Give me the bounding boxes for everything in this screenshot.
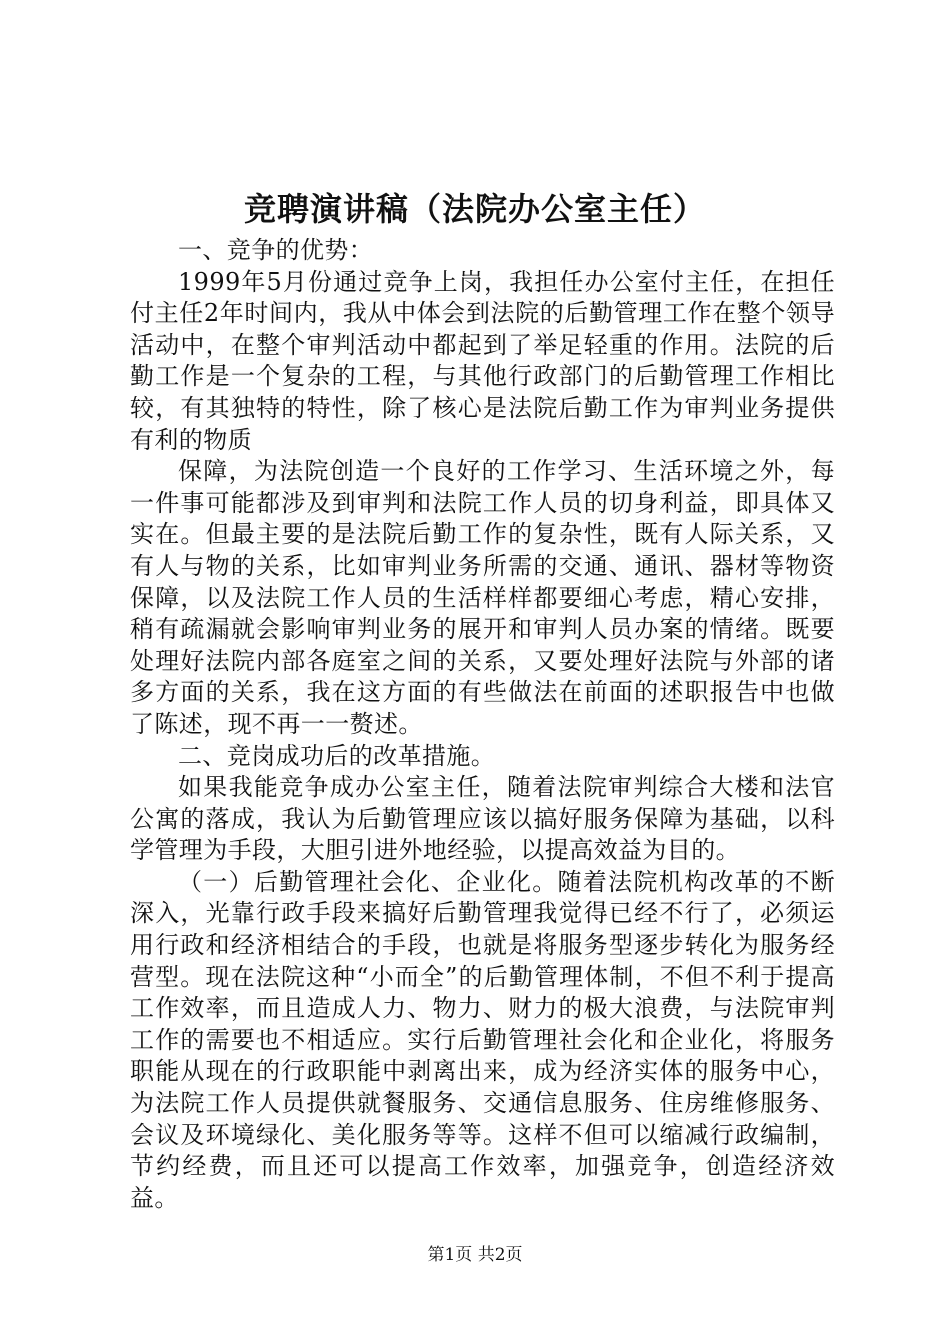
paragraph: 保障，为法院创造一个良好的工作学习、生活环境之外，每一件事可能都涉及到审判和法院工作人员的切身利益，即具体又实在。但最主要的是法院后勤工作的复杂性，既有人际关系，又有人与物的关系，比如审判业务所需的交通、通讯、器材等物资保障，以及法院工作人员的生活样样都要细心考虑，精心安排，稍有疏漏就会影响审判业务的展开和审判人员办案的情绪。既要处理好法院内部各庭室之间的关系，又要处理好法院与外部的诸多方面的关系，我在这方面的有些做法在前面的述职报告中也做了陈述，现不再一一赘述。 (130, 457, 835, 738)
page-footer: 第1页 共2页 (427, 1245, 523, 1265)
document-title: 竞聘演讲稿（法院办公室主任） (243, 190, 706, 228)
paragraph: （一）后勤管理社会化、企业化。随着法院机构改革的不断深入，光靠行政手段来搞好后勤管理我觉得已经不行了，必须运用行政和经济相结合的手段，也就是将服务型逐步转化为服务经营型。现在法院这种“小而全”的后勤管理体制，不但不利于提高工作效率，而且造成人力、物力、财力的极大浪费，与法院审判工作的需要也不相适应。实行后勤管理社会化和企业化，将服务职能从现在的行政职能中剥离出来，成为经济实体的服务中心，为法院工作人员提供就餐服务、交通信息服务、住房维修服务、会议及环境绿化、美化服务等等。这样不但可以缩减行政编制，节约经费，而且还可以提高工作效率，加强竞争，创造经济效益。 (130, 867, 835, 1212)
section-heading-reform-measures: 二、竞岗成功后的改革措施。 (178, 741, 496, 770)
section-heading-advantages: 一、竞争的优势： (178, 236, 374, 264)
document-body (130, 235, 835, 1214)
paragraph: 如果我能竞争成办公室主任，随着法院审判综合大楼和法官公寓的落成，我认为后勤管理应该以搞好服务保障为基础，以科学管理为手段，大胆引进外地经验，以提高效益为目的。 (130, 773, 835, 865)
paragraph: 1999年5月份通过竞争上岗，我担任办公室付主任，在担任付主任2年时间内，我从中体会到法院的后勤管理工作在整个领导活动中，在整个审判活动中都起到了举足轻重的作用。法院的后勤工作是一个复杂的工程，与其他行政部门的后勤管理工作相比较，有其独特的特性，除了核心是法院后勤工作为审判业务提供有利的物质 (130, 267, 835, 454)
